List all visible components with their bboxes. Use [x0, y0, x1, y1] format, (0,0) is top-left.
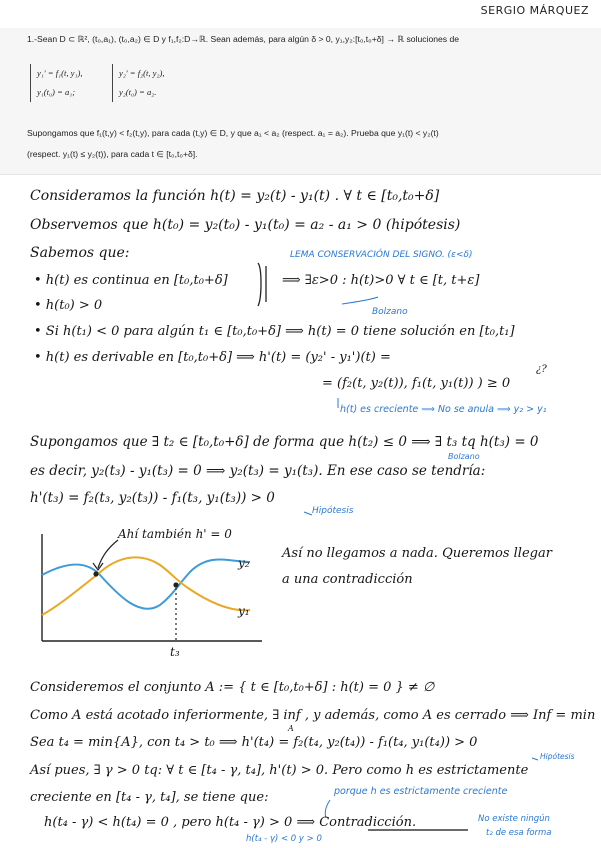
problem-line-3: (respect. y₁(t) ≤ y₂(t)), para cada t ∈ [t₀,t₀+δ].: [27, 149, 198, 159]
conclusion-line-3: Sea t₄ = min{A}, con t₄ > t₀ ⟹ h'(t₄) = f₂(t₄, y₂(t₄)) - f₁(t₄, y₁(t₄)) > 0: [30, 735, 478, 750]
conclusion-line-6: h(t₄ - γ) < h(t₄) = 0 , pero h(t₄ - γ) > 0 ⟹ Contradicción.: [44, 815, 417, 830]
bullet-derivable: • h(t) es derivable en [t₀,t₀+δ] ⟹ h'(t) = (y₂' - y₁')(t) =: [34, 350, 391, 365]
note-line-3: Sabemos que:: [30, 245, 130, 261]
brace-right: [258, 263, 261, 306]
suppose-line-2: es decir, y₂(t₃) - y₁(t₃) = 0 ⟹ y₂(t₃) = y₁(t₃). En ese caso se tendría:: [30, 463, 486, 479]
annotation-bottom: h(t₄ - γ) < 0 y > 0: [246, 834, 322, 844]
conclusion-line-4: Así pues, ∃ γ > 0 tq: ∀ t ∈ [t₄ - γ, t₄], h'(t) > 0. Pero como h es estrictamente: [30, 763, 529, 778]
bullet-continua-result: ⟹ ∃ε>0 : h(t)>0 ∀ t ∈ [t, t+ε]: [282, 273, 480, 288]
hipotesis-arrow-2: [532, 758, 538, 760]
annotation-bolzano-2: Bolzano: [448, 452, 480, 461]
system-1-eq: y₁' = f₁(t, y₁),: [37, 68, 83, 78]
annotation-bolzano-1: Bolzano: [372, 307, 408, 317]
annotation-no-existe-2: t₂ de esa forma: [486, 828, 552, 838]
annotation-lema: LEMA CONSERVACIÓN DEL SIGNO. (ε<δ): [290, 250, 473, 260]
side-note-2: a una contradicción: [282, 572, 413, 587]
graph-label-t3: t₃: [170, 645, 180, 659]
intersection-point-2: [173, 582, 178, 587]
bullet-continua: • h(t) es continua en [t₀,t₀+δ]: [34, 273, 228, 288]
bullet-h-t0: • h(t₀) > 0: [34, 298, 103, 313]
side-note-1: Así no llegamos a nada. Queremos llegar: [282, 546, 552, 561]
annotation-porque: porque h es estrictamente creciente: [334, 786, 508, 797]
annotation-no-existe-1: No existe ningún: [478, 814, 550, 824]
annotation-creciente: h(t) es creciente ⟹ No se anula ⟹ y₂ > y₁: [340, 404, 547, 415]
suppose-line-1: Supongamos que ∃ t₂ ∈ [t₀,t₀+δ] de forma que h(t₂) ≤ 0 ⟹ ∃ t₃ tq h(t₃) = 0: [30, 434, 539, 450]
caption-arrow: [98, 540, 118, 568]
note-line-1: Consideramos la función h(t) = y₂(t) - y₁(t) . ∀ t ∈ [t₀,t₀+δ]: [30, 188, 440, 204]
system-1-ic: y₁(t₀) = a₁;: [37, 87, 76, 97]
question-mark: ¿?: [536, 364, 547, 375]
conclusion-line-5: creciente en [t₄ - γ, t₄], se tiene que:: [30, 790, 269, 805]
bolzano-arrow: [342, 297, 378, 304]
system-2-eq: y₂' = f₂(t, y₂),: [119, 68, 165, 78]
suppose-line-3: h'(t₃) = f₂(t₃, y₂(t₃)) - f₁(t₃, y₁(t₃)) > 0: [30, 490, 275, 506]
curve-orange: [42, 557, 250, 615]
bullet-derivable-cont: = (f₂(t, y₂(t)), f₁(t, y₁(t)) ) ≥ 0: [322, 376, 511, 391]
conclusion-line-2: Como A está acotado inferiormente, ∃ inf , y además, como A es cerrado ⟹ Inf = min: [30, 708, 596, 723]
inf-subscript: A: [288, 724, 294, 733]
annotation-hipotesis-1: Hipótesis: [312, 506, 354, 516]
bullet-bolzano: • Si h(t₁) < 0 para algún t₁ ∈ [t₀,t₀+δ] ⟹ h(t) = 0 tiene solución en [t₀,t₁]: [34, 324, 515, 339]
graph-label-y2: y₂: [238, 556, 250, 570]
problem-line-1: 1.-Sean D ⊂ ℝ², (t₀,a₁), (t₀,a₂) ∈ D y f₁,f₂:D→ℝ. Sean además, para algún δ > 0, y₁,y₂:[t₀,t₀+δ] → ℝ soluciones de: [27, 34, 460, 44]
system-2-ic: y₂(t₀) = a₂.: [119, 87, 157, 97]
problem-line-2: Supongamos que f₁(t,y) < f₂(t,y), para cada (t,y) ∈ D, y que a₁ < a₂ (respect. a₁ = a₂). Prueba que y₁(t) < y₂(t): [27, 128, 439, 138]
note-line-2: Observemos que h(t₀) = y₂(t₀) - y₁(t₀) = a₂ - a₁ > 0 (hipótesis): [30, 217, 461, 233]
author-signature: SERGIO MÁRQUEZ: [480, 4, 589, 17]
graph-caption: Ahí también h' = 0: [118, 527, 232, 541]
intersection-point-1: [93, 571, 98, 576]
graph-label-y1: y₁: [238, 604, 250, 618]
annotation-hipotesis-2: Hipótesis: [540, 752, 575, 761]
curve-blue: [42, 560, 250, 609]
hipotesis-arrow-1: [304, 512, 312, 515]
conclusion-line-1: Consideremos el conjunto A := { t ∈ [t₀,t₀+δ] : h(t) = 0 } ≠ ∅: [30, 680, 435, 695]
